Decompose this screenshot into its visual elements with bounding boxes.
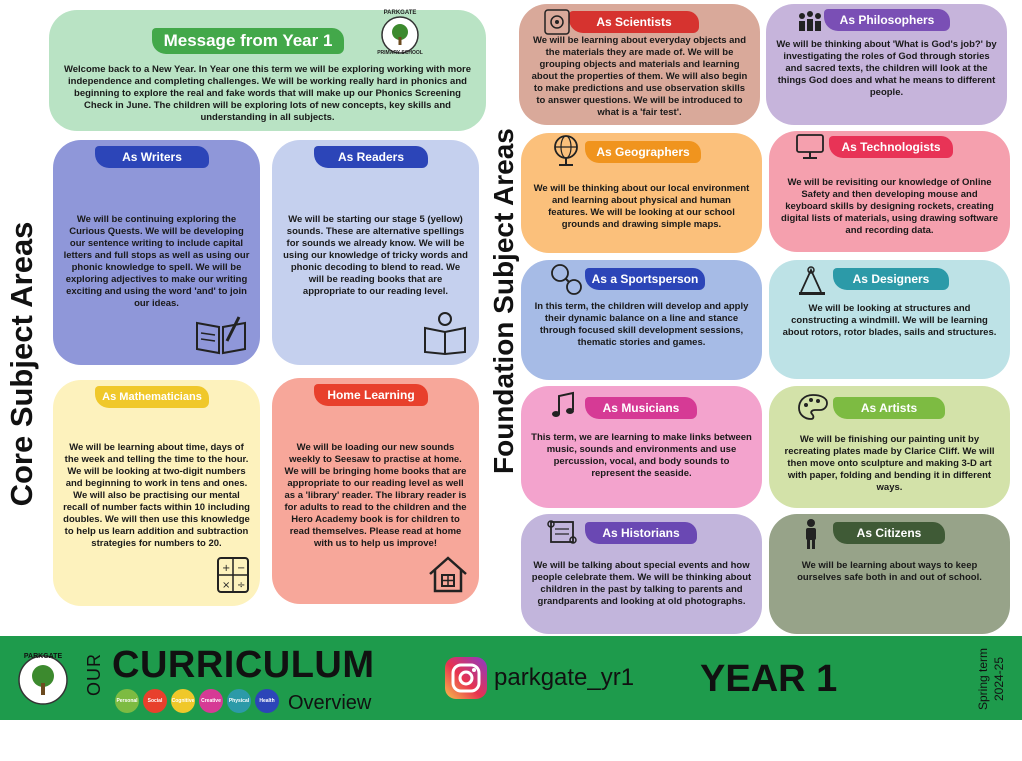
artists-card [769, 386, 1010, 508]
reading-book-icon [420, 310, 470, 356]
school-logo [377, 10, 423, 56]
musicians-title: As Musicians [585, 397, 697, 419]
historians-card [521, 514, 762, 634]
readers-text: We will be starting our stage 5 (yellow) sounds. These are alternative spellings for sounds we already know. We will be using our knowledge of tricky words and phonic decoding to blend to read. We will be reading books that are appropriate to our reading level. [283, 214, 468, 297]
value-health: Health and Fitness [255, 689, 279, 713]
core-subject-label: Core Subject Areas [4, 221, 39, 507]
house-icon [427, 554, 469, 594]
value-physical: Physical [227, 689, 251, 713]
mathematicians-title: As Mathematicians [95, 386, 209, 408]
mathematicians-text: We will be learning about time, days of the week and telling the time to the hour. We will be looking at two-digit numbers and beginning to work in tens and ones. We will also be practising our mental recall of number facts within 10 including doubles. We will then use this knowledge to help us learn addition and subtraction strategies for numbers to 20. [63, 442, 250, 549]
writers-card [53, 140, 260, 365]
home-learning-title: Home Learning [314, 384, 428, 406]
instagram-icon [444, 656, 488, 700]
people-icon [796, 10, 824, 34]
computer-icon [795, 133, 825, 161]
school-logo-sub: PRIMARY SCHOOL [377, 50, 423, 56]
svg-text:−: − [237, 563, 246, 574]
globe-icon [551, 134, 581, 168]
home-learning-card [272, 378, 479, 604]
svg-text:×: × [222, 580, 231, 591]
designers-title: As Designers [833, 268, 949, 290]
geographers-title: As Geographers [585, 141, 701, 163]
svg-text:+: + [222, 563, 231, 574]
citizens-text: We will be learning about ways to keep ourselves safe both in and out of school. [797, 560, 982, 583]
musicians-text: This term, we are learning to make links between music, sounds and environments and use percussion, vocal, and body sounds to represent the seaside. [531, 432, 752, 479]
readers-title: As Readers [314, 146, 428, 168]
artists-text: We will be finishing our painting unit by recreating plates made by Clarice Cliff. We will then move onto sculpture and making 3-D art with paper, folding and bending it in different ways. [784, 434, 995, 493]
philosophers-text: We will be thinking about 'What is God's job?' by investigating the roles of God through stories and sacred texts, the children will look at the things God does and what he means to different people. [776, 39, 997, 98]
artists-title: As Artists [833, 397, 945, 419]
footer-year: YEAR 1 [700, 658, 838, 700]
citizens-card [769, 514, 1010, 634]
footer-years: 2024-25 [992, 656, 1006, 702]
technologists-text: We will be revisiting our knowledge of Online Safety and then developing mouse and keyboard skills by designing rockets, creating digital lists of materials, using drawing software and recording data. [781, 177, 998, 236]
footer-bar [0, 636, 1022, 752]
value-personal: Personal [115, 689, 139, 713]
technologists-card [769, 131, 1010, 252]
footer-school-logo-icon [16, 648, 70, 708]
footer-our: OUR [84, 653, 104, 696]
geographers-card [521, 133, 762, 253]
person-icon [803, 518, 819, 550]
musicians-card [521, 386, 762, 508]
writing-book-icon [193, 315, 249, 357]
historians-title: As Historians [585, 522, 697, 544]
writers-title: As Writers [95, 146, 209, 168]
sportsperson-title: As a Sportsperson [585, 268, 705, 290]
home-learning-text: We will be loading our new sounds weekly to Seesaw to practise at home. We will be bringing home books that are appropriate to our reading level as well as a 'library' reader. The library reader is for adults to read to the children and the Hero Academy book is for children to read themselves. Please read at home with us to help us improve! [284, 442, 467, 549]
design-tools-icon [797, 264, 827, 296]
scientists-title: As Scientists [569, 11, 699, 33]
geographers-text: We will be thinking about our local environment and learning about physical and human features. We will be looking at our school grounds and drawing simple maps. [533, 183, 750, 230]
value-social: Social [143, 689, 167, 713]
designers-card [769, 260, 1010, 379]
school-logo-name: PARKGATE [383, 10, 417, 16]
citizens-title: As Citizens [833, 522, 945, 544]
designers-text: We will be looking at structures and constructing a windmill. We will be learning about rotors, rotor blades, sails and structures. [782, 303, 997, 338]
values-row [115, 689, 285, 752]
instagram-handle[interactable]: parkgate_yr1 [494, 664, 635, 691]
philosophers-title: As Philosophers [824, 9, 950, 31]
scroll-icon [545, 518, 579, 546]
palette-icon [797, 392, 829, 422]
mathematicians-card [53, 380, 260, 606]
svg-text:÷: ÷ [237, 580, 246, 591]
foundation-subject-label: Foundation Subject Areas [488, 128, 519, 474]
calculator-icon [216, 556, 250, 594]
footer-curriculum: CURRICULUM [112, 644, 375, 686]
svg-text:PARKGATE: PARKGATE [23, 653, 63, 660]
sports-icon [549, 262, 583, 296]
historians-text: We will be talking about special events and how people celebrate them. We will be thinking about children in the past by talking to parents and grandparents and looking at old photographs. [531, 560, 752, 607]
message-title: Message from Year 1 [152, 28, 344, 54]
message-card [49, 10, 486, 131]
music-notes-icon [549, 390, 583, 422]
philosophers-card [766, 4, 1007, 125]
writers-text: We will be continuing exploring the Curious Quests. We will be developing our sentence writing to include capital letters and full stops as well as using our phonic knowledge to spell. We will be exploring adjectives to make our writing exciting and using the word 'and' to join our ideas. [63, 214, 250, 309]
message-text: Welcome back to a New Year. In Year one this term we will be exploring working with more independence and completing challenges. We will be working really hard in phonics and beginning to explore the real and fake words that will make up our Phonics Screening Check in June. The children will be exploring lots of new concepts, key skills and understanding in all subjects. [63, 64, 472, 123]
value-cognitive: Cognitive [171, 689, 195, 713]
technologists-title: As Technologists [829, 136, 953, 158]
readers-card [272, 140, 479, 365]
value-creative: Creative [199, 689, 223, 713]
footer-overview: Overview [288, 692, 372, 714]
scientists-text: We will be learning about everyday objects and the materials they are made of. We will be grouping objects and materials and learning about the properties of them. We will also begin to make predictions and use observation skills to answer questions. We will be introduced to what is a 'fair test'. [531, 35, 748, 118]
footer-term: Spring term [976, 647, 990, 711]
sportsperson-card [521, 260, 762, 380]
scientists-card [519, 4, 760, 125]
sportsperson-text: In this term, the children will develop and apply their dynamic balance on a line and stance through focused skill development sessions, thematic stories and games. [534, 301, 749, 348]
science-icon [543, 8, 571, 36]
